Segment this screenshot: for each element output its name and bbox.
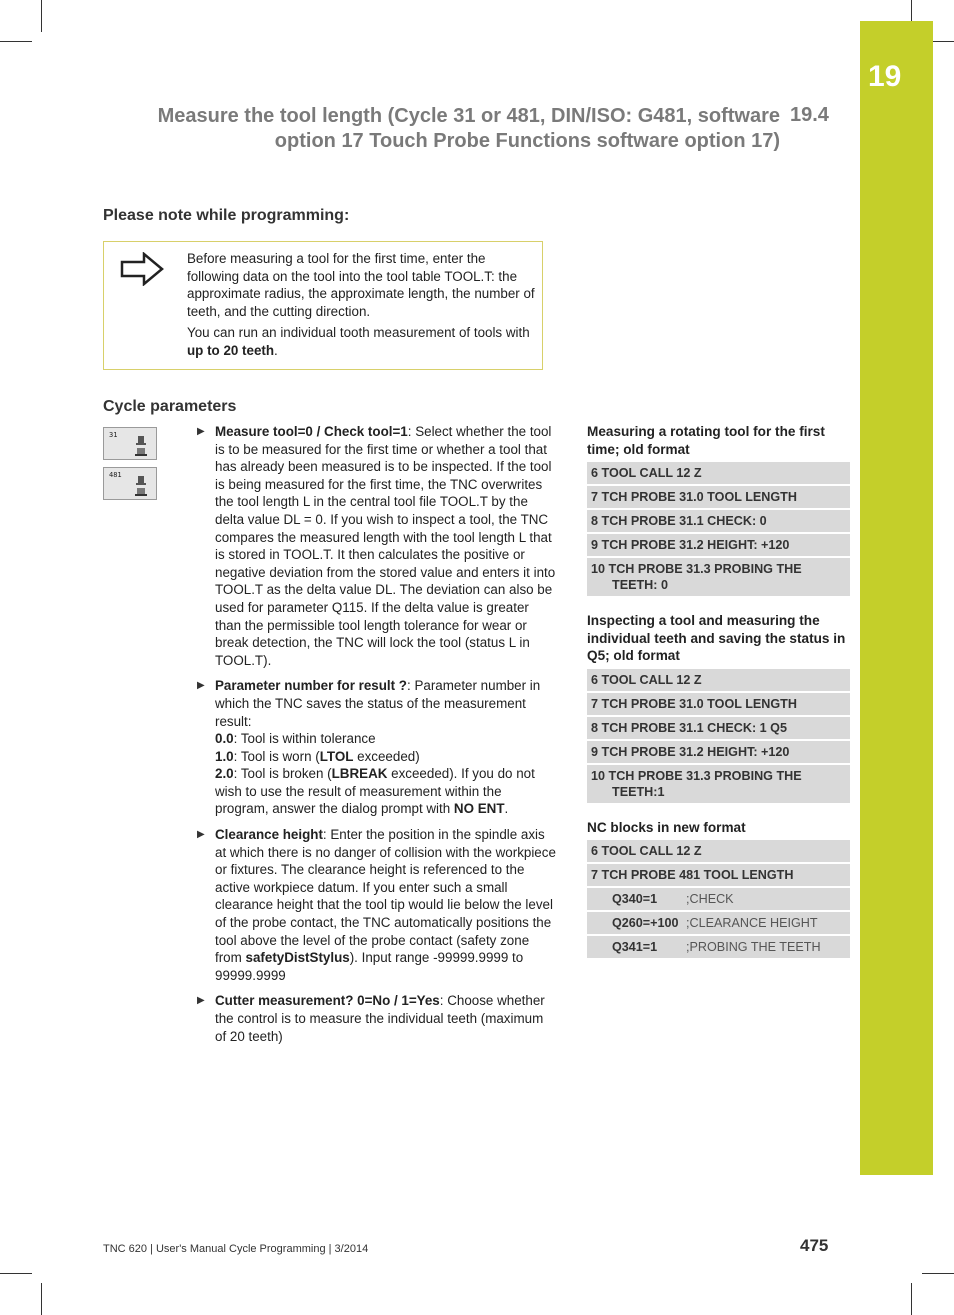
bullet-triangle-icon: ▶ <box>197 995 205 1007</box>
note-heading: Please note while programming: <box>103 207 350 224</box>
result-value: 2.0 <box>215 766 234 782</box>
header-line-2: option 17 Touch Probe Functions software option 17) <box>274 130 780 152</box>
param-code: Q340=1 <box>612 892 658 906</box>
code-table <box>587 462 850 598</box>
parameter-name: Cutter measurement? 0=No / 1=Yes <box>215 993 440 1009</box>
parameter-description: : Choose whether the control is to measure the individual teeth (maximum of 20 teeth) <box>215 993 545 1044</box>
parameter-description: : Parameter number in which the TNC saves the status of the measurement result: <box>215 678 541 729</box>
example-heading: Inspecting a tool and measuring the individual teeth and saving the status in Q5; old format <box>587 613 846 663</box>
param-comment: ;CHECK <box>686 892 734 906</box>
emphasis: up to 20 teeth <box>187 342 275 358</box>
parameter-name: Clearance height <box>215 827 323 843</box>
chapter-tab <box>860 21 933 1175</box>
probe-tool-icon <box>134 436 148 456</box>
bullet-triangle-icon: ▶ <box>197 680 205 692</box>
table-row <box>587 764 850 804</box>
bullet-triangle-icon: ▶ <box>197 829 205 841</box>
emphasis: LTOL <box>319 748 354 764</box>
text: exceeded) <box>353 748 420 764</box>
text: : Tool is worn ( <box>233 748 320 764</box>
param-comment: ;CLEARANCE HEIGHT <box>686 916 818 930</box>
table-row <box>587 740 850 764</box>
table-row <box>587 887 850 911</box>
arrow-right-icon <box>120 252 164 286</box>
text: ). Input range -99999.9999 to 99999.9999 <box>215 950 524 983</box>
emphasis: NO ENT <box>453 801 505 817</box>
code-line: 7 TCH PROBE 481 TOOL LENGTH <box>587 863 850 887</box>
code-line: 6 TOOL CALL 12 Z <box>587 462 850 485</box>
param-code: Q341=1 <box>612 940 658 954</box>
bullet-triangle-icon: ▶ <box>197 426 205 437</box>
softkey-label: 481 <box>109 471 122 479</box>
crop-mark <box>922 1273 954 1274</box>
page-number: 475 <box>800 1236 829 1255</box>
text: exceeded). If you do not wish to use the result of measurement within the program, answer the dialog prompt with <box>215 766 535 817</box>
result-value: 1.0 <box>215 748 234 764</box>
crop-mark <box>0 1273 32 1274</box>
parameter-name: Measure tool=0 / Check tool=1 <box>215 424 408 439</box>
crop-mark <box>911 1283 912 1315</box>
parameter-item <box>197 677 557 818</box>
table-row <box>587 557 850 597</box>
page-footer: TNC 620 | User's Manual Cycle Programming | 3/2014 <box>103 1243 369 1255</box>
code-line: 10 TCH PROBE 31.3 PROBING THE TEETH: 0 <box>587 557 850 597</box>
code-line: 9 TCH PROBE 31.2 HEIGHT: +120 <box>587 740 850 764</box>
code-line: 7 TCH PROBE 31.0 TOOL LENGTH <box>587 485 850 509</box>
table-row <box>587 935 850 959</box>
page-header <box>80 104 780 154</box>
code-line: 6 TOOL CALL 12 Z <box>587 840 850 863</box>
note-paragraph <box>187 324 537 359</box>
parameter-description: : Select whether the tool is to be measured for the first time or whether a tool that has already been measured is to be inspected. If the tool is being measured for the first time, the TNC overwrites the tool length L in the central tool file TOOL.T by the delta value DL = 0. If you wish to inspect a tool, the TNC compares the measured length with the tool length L that is stored in TOOL.T. It then calculates the positive or negative deviation from the stored value and enters it into TOOL.T as the delta value DL. The deviation can also be used for parameter Q115. If the delta value is greater than the permissible tool length tolerance for wear or break detection, the TNC will lock the tool (status L in TOOL.T). <box>215 424 556 668</box>
crop-mark <box>0 41 32 42</box>
table-row <box>587 533 850 557</box>
code-line <box>587 887 850 911</box>
text: : Tool is within tolerance <box>233 731 376 747</box>
parameter-item <box>197 423 557 669</box>
code-line: 10 TCH PROBE 31.3 PROBING THE TEETH:1 <box>587 764 850 804</box>
table-row <box>587 462 850 485</box>
code-table <box>587 669 850 805</box>
table-row <box>587 669 850 692</box>
code-line <box>587 911 850 935</box>
cycle-heading: Cycle parameters <box>103 398 237 415</box>
table-row <box>587 840 850 863</box>
parameter-name: Parameter number for result ? <box>215 678 407 694</box>
text: You can run an individual tooth measurement of tools with <box>187 325 530 340</box>
chapter-number: 19 <box>868 60 902 93</box>
code-line: 8 TCH PROBE 31.1 CHECK: 1 Q5 <box>587 716 850 740</box>
parameter-list <box>197 423 557 1053</box>
table-row <box>587 692 850 716</box>
emphasis: LBREAK <box>331 766 388 782</box>
table-row <box>587 716 850 740</box>
table-row <box>587 911 850 935</box>
example-heading: NC blocks in new format <box>587 819 746 835</box>
code-line: 6 TOOL CALL 12 Z <box>587 669 850 692</box>
crop-mark <box>41 1283 42 1315</box>
param-code: Q260=+100 <box>612 916 679 930</box>
header-line-1: Measure the tool length (Cycle 31 or 481, DIN/ISO: G481, software <box>157 105 780 127</box>
note-box <box>103 241 543 370</box>
probe-tool-icon <box>134 476 148 496</box>
note-paragraph: Before measuring a tool for the first time, enter the following data on the tool into the tool table TOOL.T: the approximate radius, the approximate length, the number of teeth, and the cutting direction. <box>187 251 535 319</box>
cycle-481-softkey-icon <box>103 467 157 500</box>
param-comment: ;PROBING THE TEETH <box>686 940 821 954</box>
crop-mark <box>41 0 42 32</box>
examples-column <box>587 423 850 974</box>
text: : Tool is broken ( <box>233 766 332 782</box>
code-line: 9 TCH PROBE 31.2 HEIGHT: +120 <box>587 533 850 557</box>
text: . <box>274 342 278 358</box>
cycle-31-softkey-icon <box>103 427 157 460</box>
code-line: 7 TCH PROBE 31.0 TOOL LENGTH <box>587 692 850 716</box>
softkey-label: 31 <box>109 431 118 439</box>
code-line <box>587 935 850 959</box>
example-heading: Measuring a rotating tool for the first time; old format <box>587 424 825 457</box>
table-row <box>587 485 850 509</box>
parameter-item <box>197 992 557 1045</box>
section-number: 19.4 <box>790 104 829 126</box>
table-row <box>587 863 850 887</box>
code-line: 8 TCH PROBE 31.1 CHECK: 0 <box>587 509 850 533</box>
table-row <box>587 509 850 533</box>
parameter-description: : Enter the position in the spindle axis at which there is no danger of collision with the workpiece or fixtures. The clearance height is referenced to the active workpiece datum. If you enter such a small clearance height that the tool tip would lie below the level of the probe contact, the TNC automatically positions the tool above the level of the probe contact (safety zone from <box>215 827 556 966</box>
text: . <box>504 801 509 817</box>
note-text <box>187 250 537 363</box>
parameter-item <box>197 826 557 984</box>
code-table <box>587 840 850 960</box>
result-value: 0.0 <box>215 731 234 747</box>
emphasis: safetyDistStylus <box>245 950 350 966</box>
